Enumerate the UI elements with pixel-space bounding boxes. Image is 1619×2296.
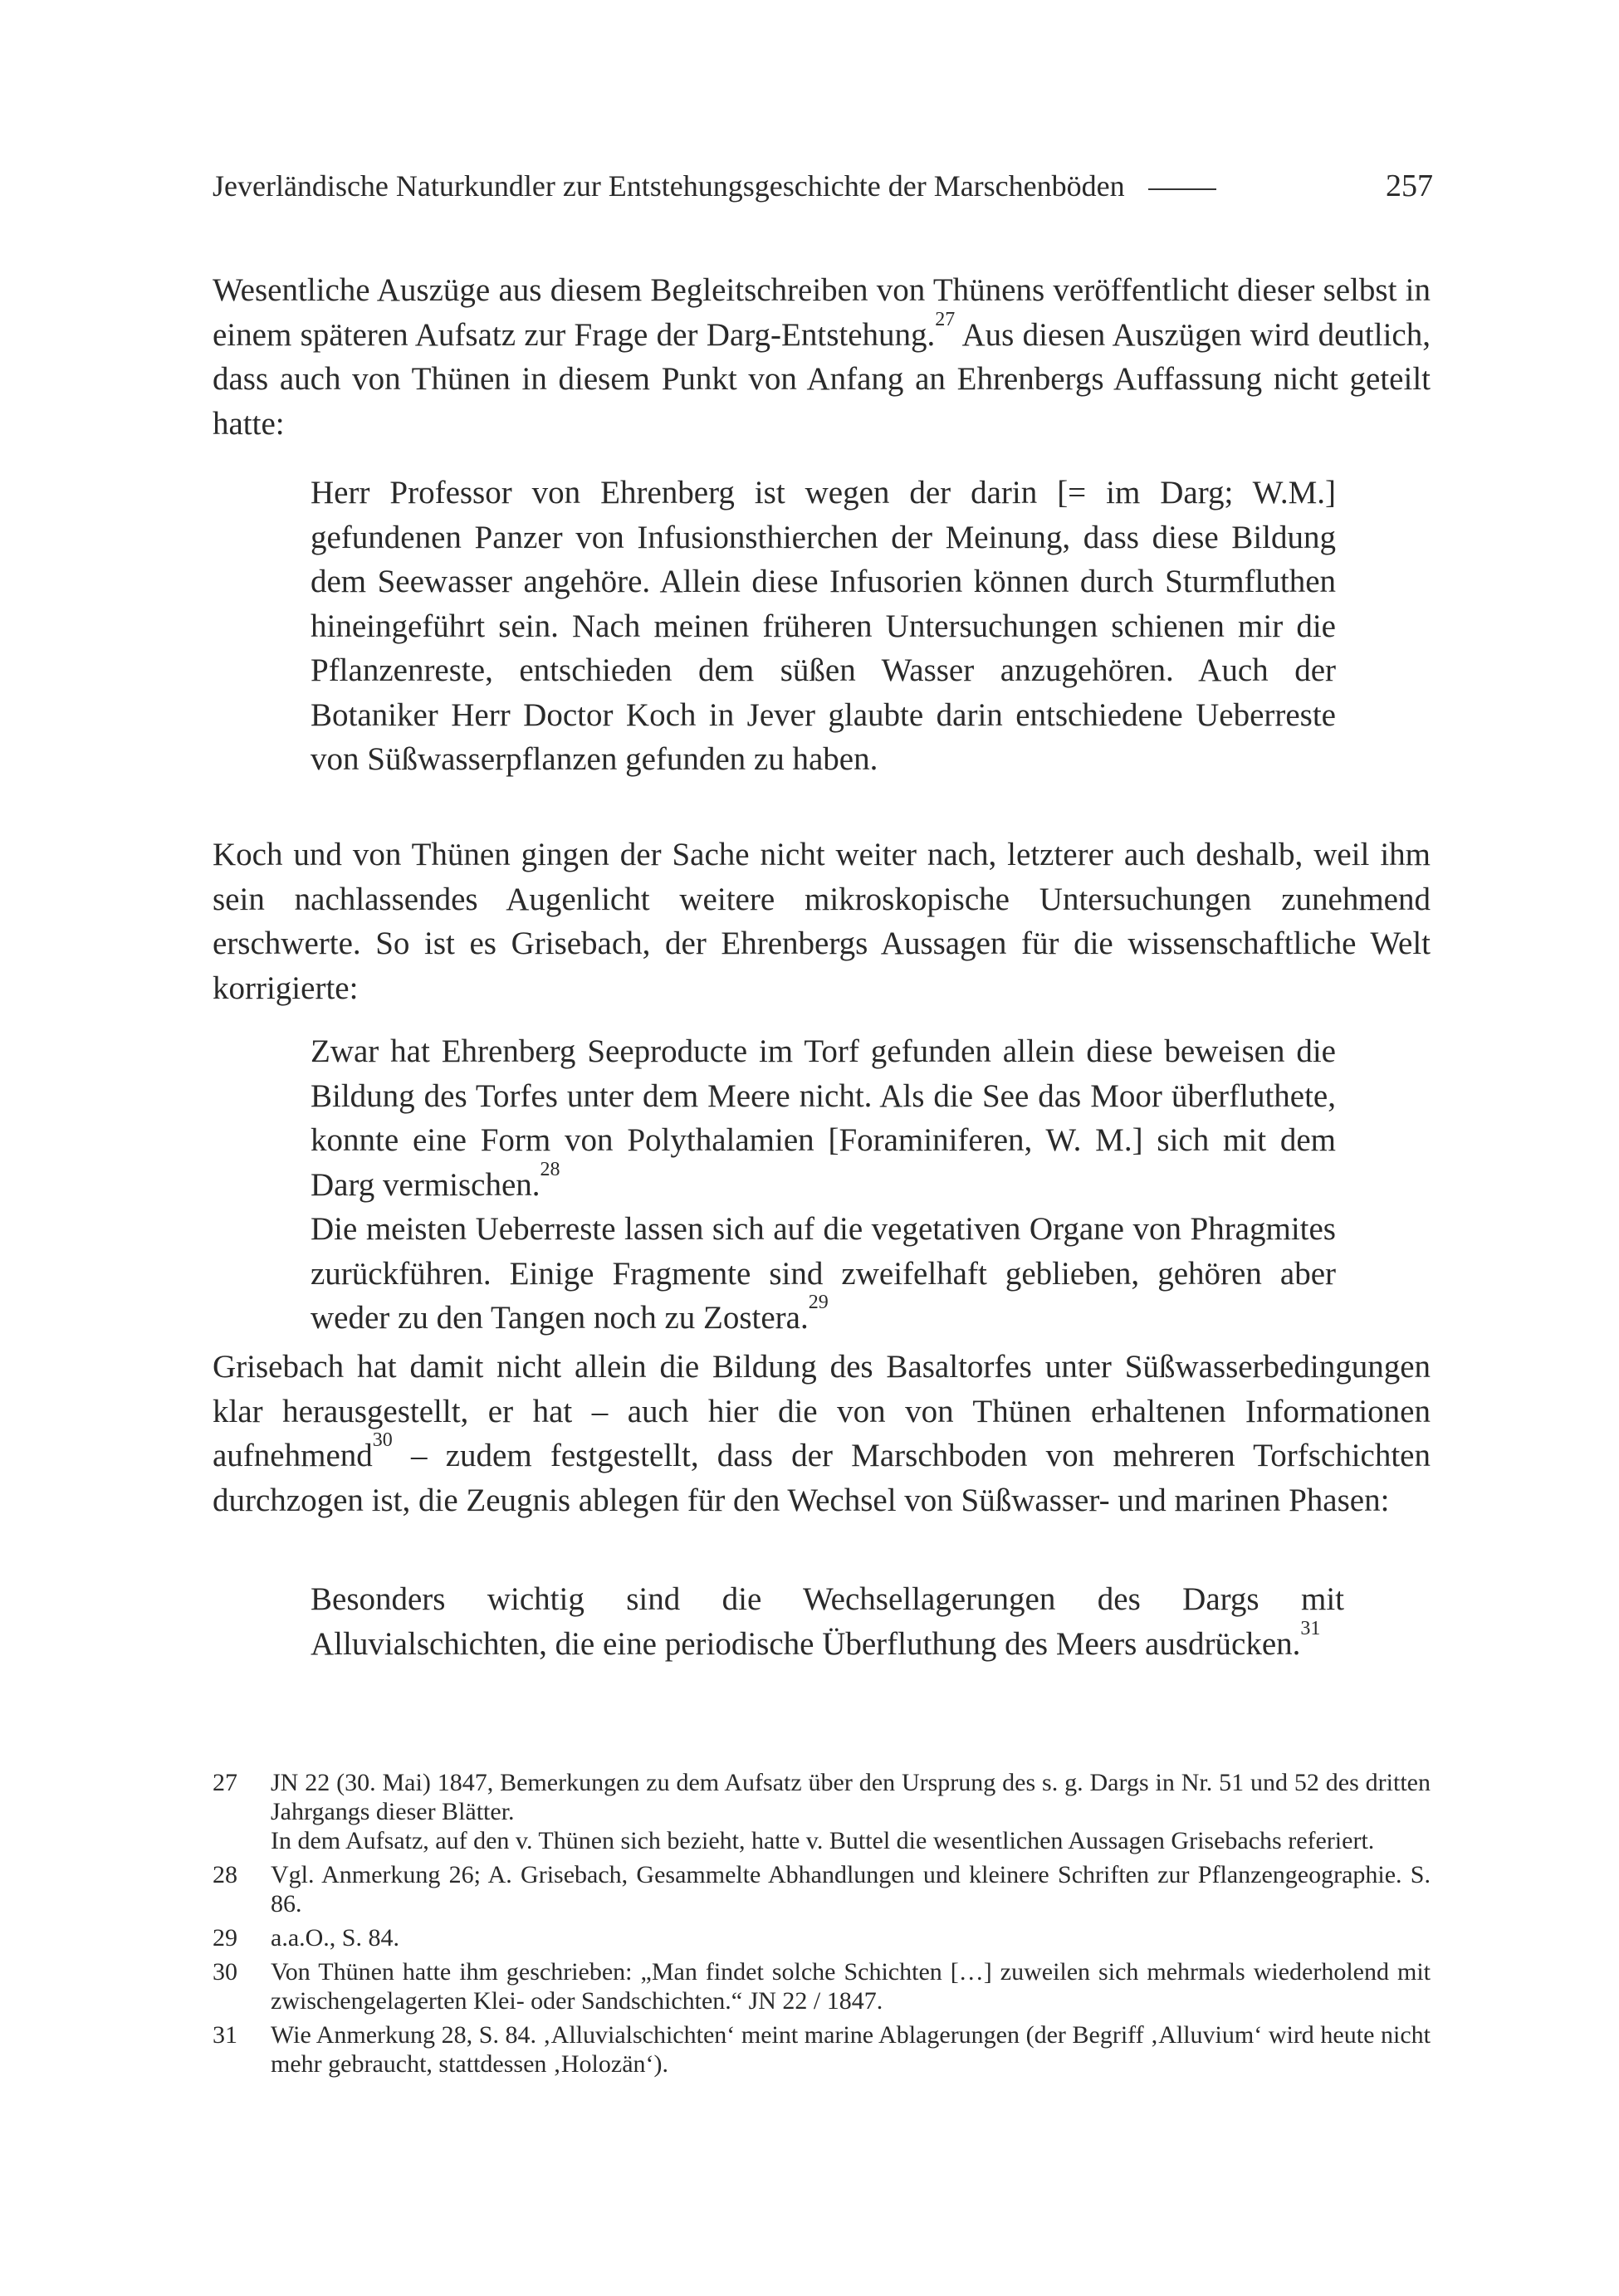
- quote-1-text: Herr Professor von Ehrenberg ist wegen der darin [= im Darg; W.M.] gefundenen Panzer von Infusionsthierchen der Meinung, dass diese Bildung dem Seewasser angehöre. Allein diese Infusorien können durch Sturmfluthen hineingeführt sein. Nach meinen früheren Untersuchungen schienen mir die Pflanzenreste, entschieden dem süßen Wasser anzugehören. Auch der Botaniker Herr Doctor Koch in Jever glaubte darin entschiedene Ueberreste von Süßwasserpflanzen gefunden zu haben.: [311, 475, 1336, 777]
- footnote-text-continued: In dem Aufsatz, auf den v. Thünen sich bezieht, hatte v. Buttel die wesentlichen Aussagen Grisebachs referiert.: [271, 1827, 1375, 1854]
- quote-2-text-b: Die meisten Ueberreste lassen sich auf die vegetativen Organe von Phragmites zurückführen. Einige Fragmente sind zweifelhaft geblieben, gehören aber weder zu den Tangen noch zu Zostera.: [311, 1211, 1336, 1336]
- footnote-number: 28: [213, 1861, 237, 1888]
- running-head-title: Jeverländische Naturkundler zur Entstehungsgeschichte der Marschenböden: [213, 169, 1125, 203]
- quote-2-text-a: Zwar hat Ehrenberg Seeproducte im Torf gefunden allein diese beweisen die Bildung des Torfes unter dem Meere nicht. Als die See das Moor überfluthete, konnte eine Form von Polythalamien [Foraminiferen, W. M.] sich mit dem Darg vermischen.: [311, 1033, 1336, 1203]
- paragraph-1-text-b: Aus diesen Auszügen wird deutlich, dass auch von Thünen in diesem Punkt von Anfang an Ehrenbergs Auffassung nicht geteilt hatte:: [213, 316, 1431, 442]
- paragraph-3-text-a: Grisebach hat damit nicht allein die Bildung des Basaltorfes unter Süßwasserbedingungen klar herausgestellt, er hat – auch hier die von von Thünen erhaltenen Informationen aufnehmend: [213, 1349, 1431, 1473]
- footnote-text: Vgl. Anmerkung 26; A. Grisebach, Gesammelte Abhandlungen und kleinere Schriften zur Pflanzengeographie. S. 86.: [271, 1861, 1431, 1917]
- body-paragraph-2: [213, 833, 1431, 1010]
- block-quote-1: [311, 471, 1336, 782]
- footnote-text: a.a.O., S. 84.: [271, 1924, 399, 1952]
- footnote-ref-30[interactable]: 30: [372, 1429, 393, 1451]
- paragraph-2-text: Koch und von Thünen gingen der Sache nicht weiter nach, letzterer auch deshalb, weil ihm sein nachlassendes Augenlicht weitere mikroskopische Untersuchungen zunehmend erschwerte. So ist es Grisebach, der Ehrenbergs Aussagen für die wissenschaftliche Welt korrigierte:: [213, 837, 1431, 1006]
- footnote-text: Wie Anmerkung 28, S. 84. ‚Alluvialschichten‘ meint marine Ablagerungen (der Begriff ‚Alluvium‘ wird heute nicht mehr gebraucht, stattdessen ‚Holozän‘).: [271, 2021, 1431, 2078]
- footnote-text: Von Thünen hatte ihm geschrieben: „Man findet solche Schichten […] zuweilen sich mehrmals wiederholend mit zwischengelagerten Klei- oder Sandschichten.“ JN 22 / 1847.: [271, 1958, 1431, 2015]
- footnote-28: [213, 1860, 1431, 1918]
- footnote-27: [213, 1768, 1431, 1855]
- footnote-ref-27[interactable]: 27: [935, 308, 956, 330]
- body-paragraph-1: [213, 268, 1431, 446]
- body-paragraph-3: [213, 1345, 1431, 1522]
- footnote-29: [213, 1923, 1431, 1952]
- footnotes: [213, 1768, 1431, 2083]
- footnote-31: [213, 2020, 1431, 2079]
- footnote-number: 31: [213, 2021, 237, 2049]
- footnote-number: 29: [213, 1924, 237, 1952]
- block-quote-3: [311, 1577, 1344, 1666]
- footnote-number: 30: [213, 1958, 237, 1986]
- footnote-30: [213, 1957, 1431, 2015]
- footnote-text: JN 22 (30. Mai) 1847, Bemerkungen zu dem Aufsatz über den Ursprung des s. g. Dargs in Nr. 51 und 52 des dritten Jahrgangs dieser Blätter.: [271, 1769, 1431, 1825]
- paragraph-1-text-a: Wesentliche Auszüge aus diesem Begleitschreiben von Thünens veröffentlicht dieser selbst in einem späteren Aufsatz zur Frage der Darg-Entstehung.: [213, 272, 1431, 353]
- block-quote-2: [311, 1029, 1336, 1341]
- footnote-number: 27: [213, 1769, 237, 1796]
- quote-3-text: Besonders wichtig sind die Wechsellagerungen des Dargs mit Alluvialschichten, die eine periodische Überfluthung des Meers ausdrücken.: [311, 1581, 1344, 1662]
- paragraph-3-text-b: – zudem festgestellt, dass der Marschboden von mehreren Torfschichten durchzogen ist, die Zeugnis ablegen für den Wechsel von Süßwasser- und marinen Phasen:: [213, 1438, 1431, 1518]
- header-dash: [1148, 188, 1216, 190]
- footnote-ref-31[interactable]: 31: [1300, 1617, 1321, 1639]
- running-head: [213, 166, 1433, 206]
- footnote-ref-29[interactable]: 29: [808, 1292, 829, 1313]
- footnote-ref-28[interactable]: 28: [540, 1158, 560, 1180]
- page-number: 257: [1386, 169, 1433, 203]
